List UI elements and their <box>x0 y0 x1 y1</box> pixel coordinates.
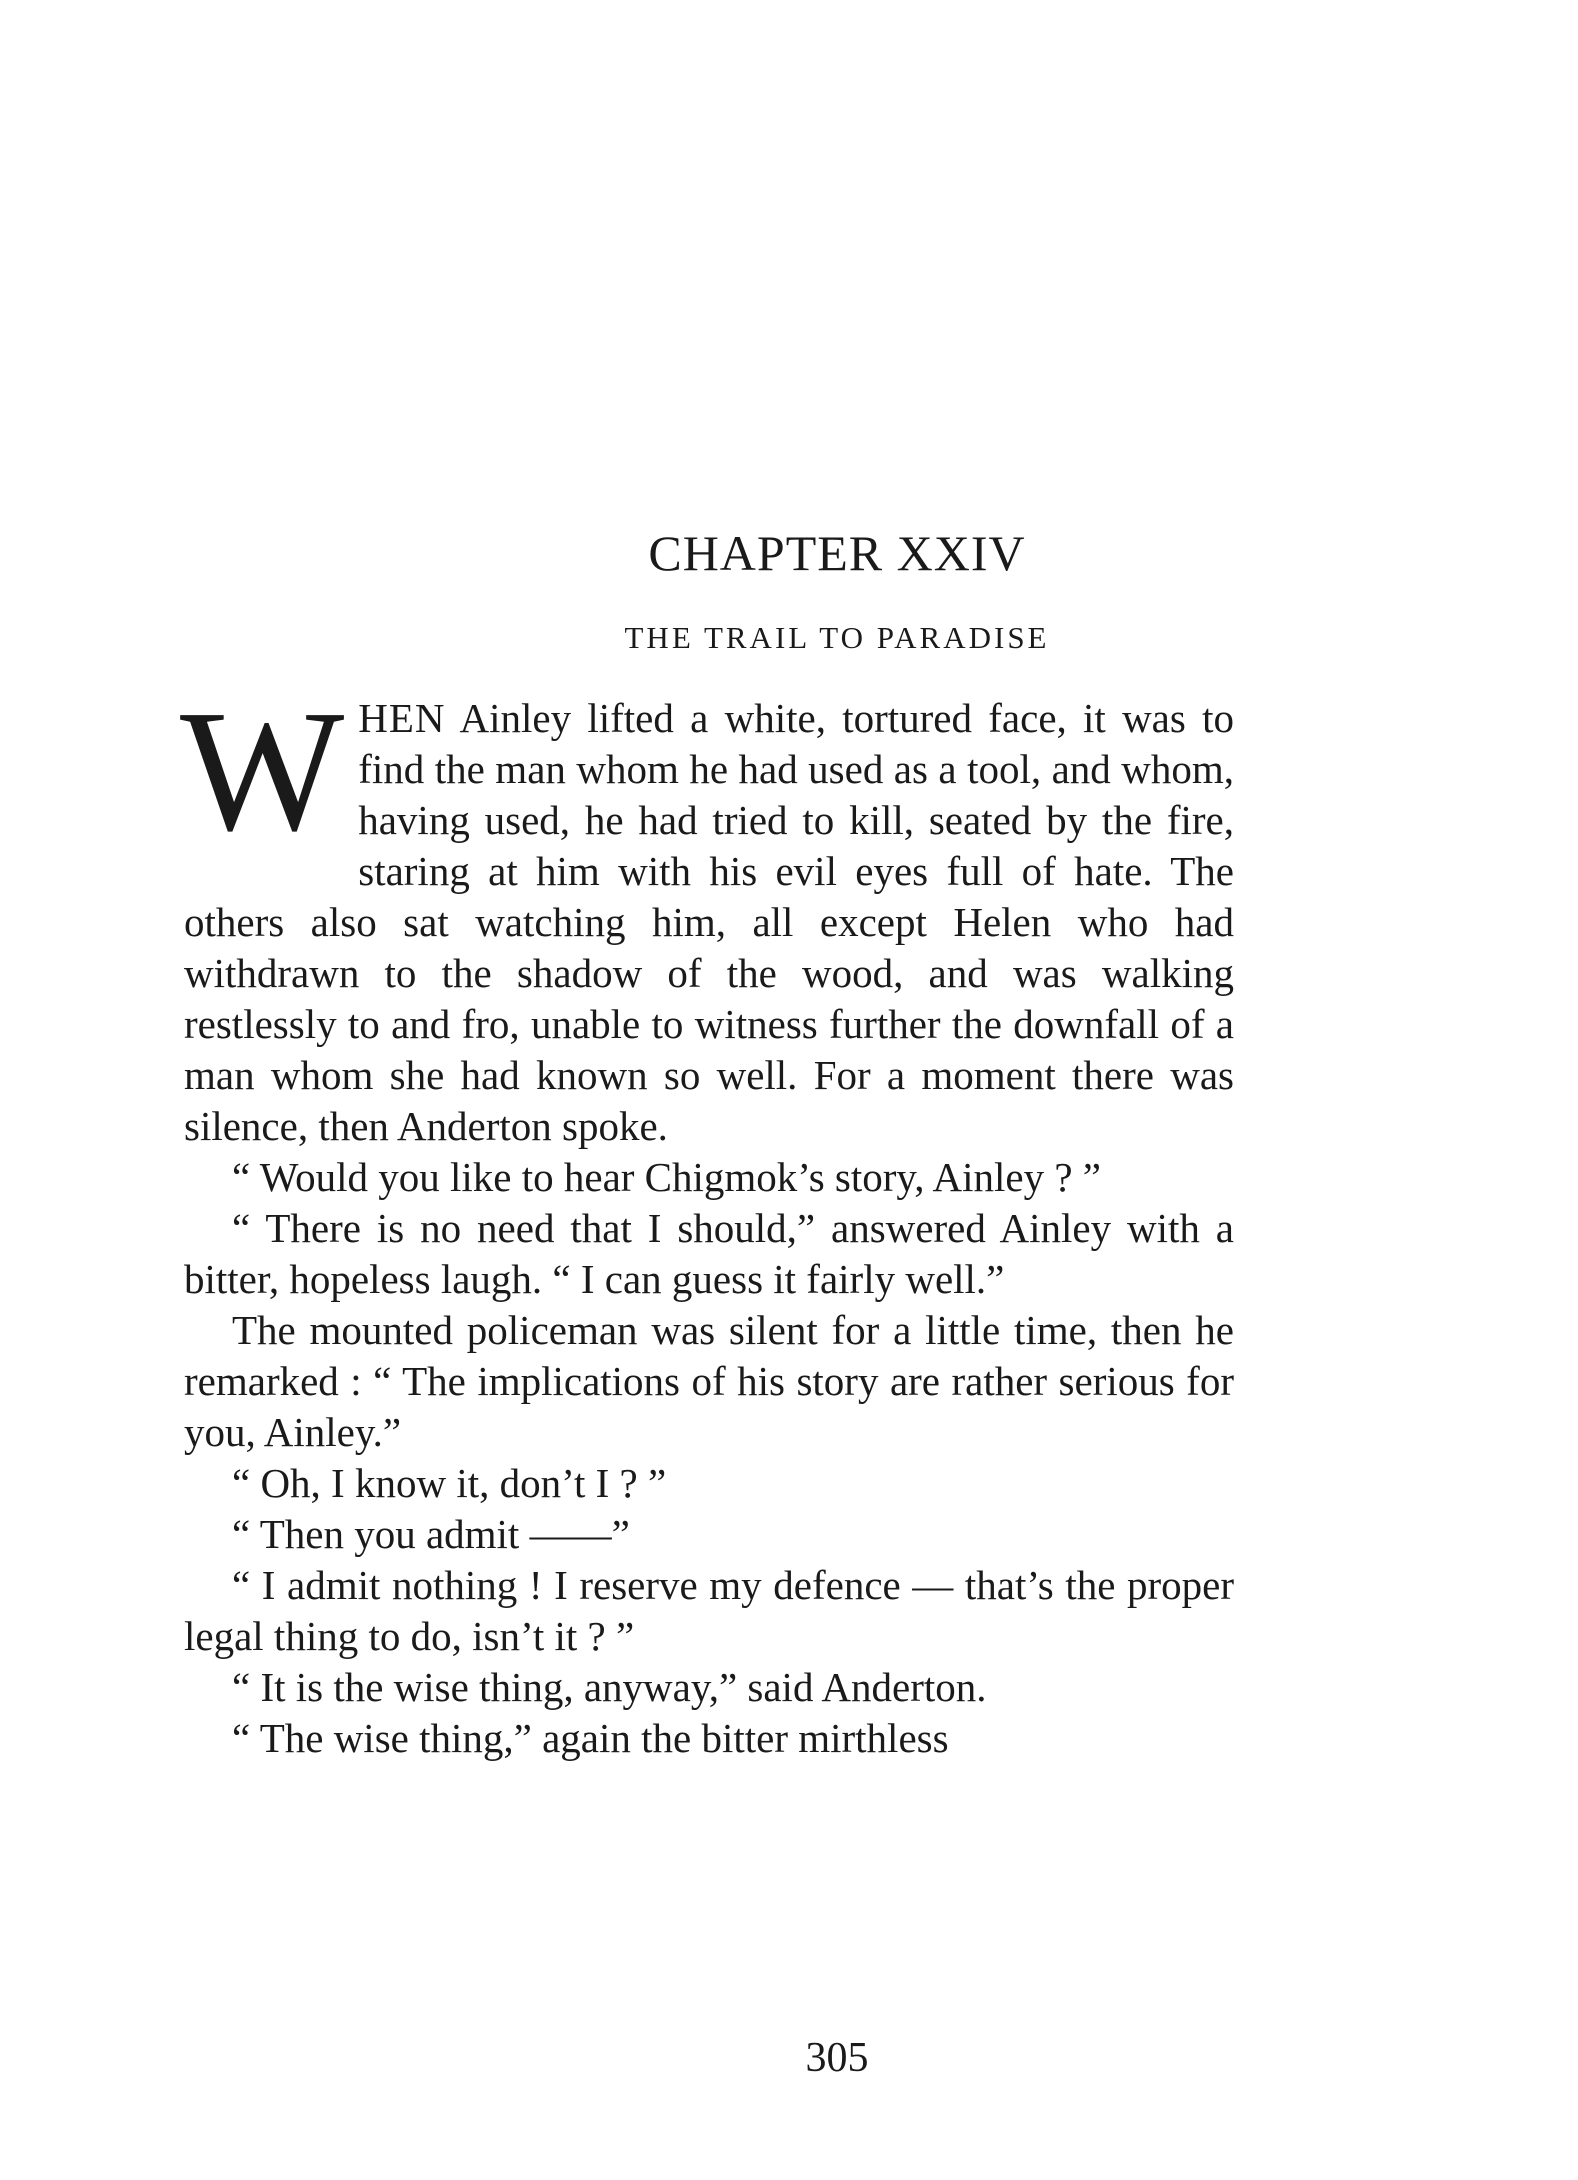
drop-cap: W <box>180 674 345 867</box>
paragraph: “ Then you admit ——” <box>232 1511 630 1557</box>
paragraph: “ I admit nothing ! I reserve my defence — that’s the proper legal thing to do, isn’t it ? ” <box>184 1562 1234 1659</box>
chapter-subtitle: THE TRAIL TO PARADISE <box>624 620 1050 655</box>
page-number: 305 <box>805 2035 869 2081</box>
paragraph: “ The wise thing,” again the bitter mirthless <box>232 1715 949 1761</box>
paragraph: “ Oh, I know it, don’t I ? ” <box>232 1460 667 1506</box>
chapter-title: CHAPTER XXIV <box>648 525 1026 581</box>
paragraph: “ There is no need that I should,” answered Ainley with a bitter, hopeless laugh. “ I can guess it fairly well.” <box>184 1205 1234 1302</box>
paragraph: “ Would you like to hear Chigmok’s story, Ainley ? ” <box>232 1154 1101 1200</box>
paragraph: “ It is the wise thing, anyway,” said Anderton. <box>232 1664 987 1710</box>
opening-paragraph <box>180 674 1234 1152</box>
body-text <box>180 674 1234 1764</box>
paragraph: The mounted policeman was silent for a little time, then he remarked : “ The implications of his story are rather serious for you, Ainley.” <box>184 1307 1234 1455</box>
opening-caps: HEN <box>358 695 446 741</box>
paragraph-text: Ainley lifted a white, tortured face, it was to find the man whom he had used as a tool, and whom, having used, he had tried to kill, seated by the fire, staring at him with his evil eyes full of hate. The others also sat watching him, all except Helen who had withdrawn to the shadow of the wood, and was walking restlessly to and fro, unable to witness further the downfall of a man whom she had known so well. For a moment there was silence, then Anderton spoke. <box>184 695 1234 1149</box>
